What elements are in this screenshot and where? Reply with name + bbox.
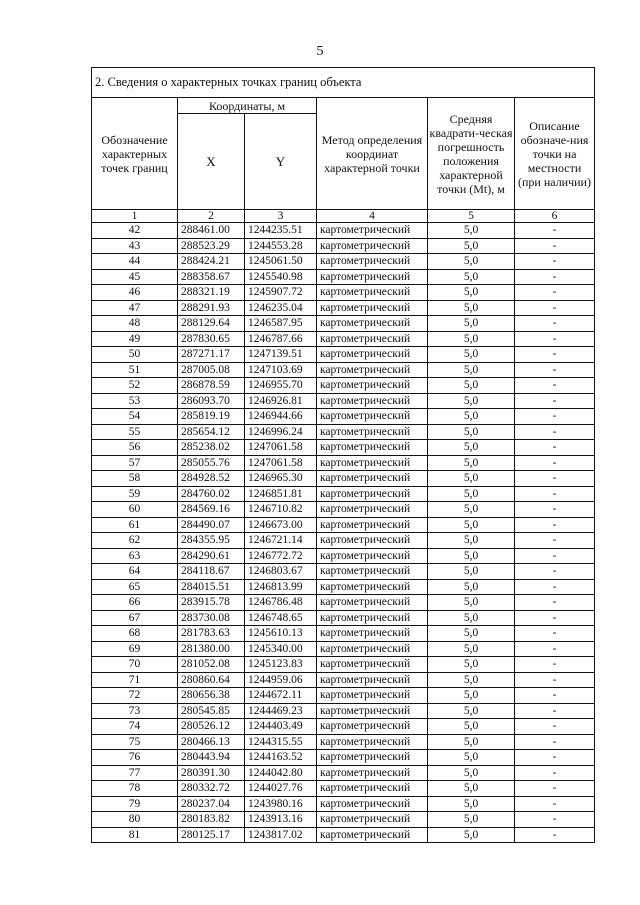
cell-point-number: 54 <box>92 409 178 425</box>
cell-point-number: 81 <box>92 827 178 843</box>
cell-error: 5,0 <box>428 610 515 626</box>
cell-y-coordinate: 1246926.81 <box>245 393 317 409</box>
section-title: 2. Сведения о характерных точках границ объекта <box>92 68 595 98</box>
cell-point-number: 46 <box>92 285 178 301</box>
cell-error: 5,0 <box>428 517 515 533</box>
cell-method: картометрический <box>317 579 428 595</box>
cell-point-number: 55 <box>92 424 178 440</box>
table-row <box>92 641 595 657</box>
cell-x-coordinate: 286878.59 <box>178 378 245 394</box>
cell-error: 5,0 <box>428 409 515 425</box>
cell-y-coordinate: 1246787.66 <box>245 331 317 347</box>
table-row <box>92 316 595 332</box>
cell-point-number: 74 <box>92 719 178 735</box>
cell-error: 5,0 <box>428 347 515 363</box>
cell-description: - <box>515 610 595 626</box>
cell-point-number: 62 <box>92 533 178 549</box>
cell-method: картометрический <box>317 750 428 766</box>
cell-description: - <box>515 796 595 812</box>
cell-error: 5,0 <box>428 502 515 518</box>
cell-description: - <box>515 502 595 518</box>
table-row <box>92 812 595 828</box>
cell-point-number: 57 <box>92 455 178 471</box>
cell-x-coordinate: 285238.02 <box>178 440 245 456</box>
cell-error: 5,0 <box>428 548 515 564</box>
cell-y-coordinate: 1246803.67 <box>245 564 317 580</box>
cell-point-number: 78 <box>92 781 178 797</box>
table-row <box>92 331 595 347</box>
cell-y-coordinate: 1246851.81 <box>245 486 317 502</box>
cell-method: картометрический <box>317 409 428 425</box>
table-row <box>92 269 595 285</box>
cell-x-coordinate: 280466.13 <box>178 734 245 750</box>
cell-x-coordinate: 288358.67 <box>178 269 245 285</box>
cell-x-coordinate: 287271.17 <box>178 347 245 363</box>
table-row <box>92 300 595 316</box>
cell-error: 5,0 <box>428 424 515 440</box>
cell-error: 5,0 <box>428 579 515 595</box>
cell-x-coordinate: 281052.08 <box>178 657 245 673</box>
cell-method: картометрический <box>317 765 428 781</box>
cell-method: картометрический <box>317 254 428 270</box>
cell-error: 5,0 <box>428 440 515 456</box>
table-row <box>92 424 595 440</box>
table-row <box>92 455 595 471</box>
cell-error: 5,0 <box>428 455 515 471</box>
cell-point-number: 53 <box>92 393 178 409</box>
cell-x-coordinate: 280526.12 <box>178 719 245 735</box>
cell-description: - <box>515 254 595 270</box>
table-row <box>92 734 595 750</box>
header-method: Метод определения координат характерной точки <box>317 98 428 210</box>
cell-description: - <box>515 827 595 843</box>
table-row <box>92 393 595 409</box>
cell-x-coordinate: 285819.19 <box>178 409 245 425</box>
cell-point-number: 76 <box>92 750 178 766</box>
table-row <box>92 471 595 487</box>
cell-point-number: 52 <box>92 378 178 394</box>
cell-x-coordinate: 281783.63 <box>178 626 245 642</box>
cell-y-coordinate: 1244315.55 <box>245 734 317 750</box>
cell-method: картометрический <box>317 238 428 254</box>
cell-error: 5,0 <box>428 765 515 781</box>
cell-point-number: 80 <box>92 812 178 828</box>
cell-y-coordinate: 1246944.66 <box>245 409 317 425</box>
cell-description: - <box>515 672 595 688</box>
cell-y-coordinate: 1246710.82 <box>245 502 317 518</box>
cell-description: - <box>515 300 595 316</box>
cell-x-coordinate: 287005.08 <box>178 362 245 378</box>
cell-description: - <box>515 285 595 301</box>
column-number: 4 <box>317 210 428 223</box>
cell-y-coordinate: 1244469.23 <box>245 703 317 719</box>
cell-error: 5,0 <box>428 750 515 766</box>
cell-x-coordinate: 285055.76 <box>178 455 245 471</box>
cell-method: картометрический <box>317 703 428 719</box>
cell-description: - <box>515 238 595 254</box>
cell-description: - <box>515 517 595 533</box>
cell-method: картометрический <box>317 641 428 657</box>
cell-method: картометрический <box>317 300 428 316</box>
cell-x-coordinate: 280125.17 <box>178 827 245 843</box>
cell-y-coordinate: 1244027.76 <box>245 781 317 797</box>
boundary-points-table <box>91 67 595 843</box>
cell-method: картометрический <box>317 486 428 502</box>
cell-x-coordinate: 283915.78 <box>178 595 245 611</box>
cell-method: картометрический <box>317 285 428 301</box>
cell-error: 5,0 <box>428 378 515 394</box>
cell-point-number: 69 <box>92 641 178 657</box>
cell-error: 5,0 <box>428 300 515 316</box>
cell-point-number: 75 <box>92 734 178 750</box>
cell-point-number: 77 <box>92 765 178 781</box>
table-row <box>92 347 595 363</box>
cell-error: 5,0 <box>428 316 515 332</box>
cell-error: 5,0 <box>428 812 515 828</box>
cell-error: 5,0 <box>428 595 515 611</box>
table-row <box>92 765 595 781</box>
cell-method: картометрический <box>317 688 428 704</box>
cell-description: - <box>515 393 595 409</box>
header-description: Описание обозначе-ния точки на местности (при наличии) <box>515 98 595 210</box>
cell-x-coordinate: 288523.29 <box>178 238 245 254</box>
cell-error: 5,0 <box>428 657 515 673</box>
cell-point-number: 50 <box>92 347 178 363</box>
table-row <box>92 672 595 688</box>
cell-error: 5,0 <box>428 331 515 347</box>
cell-x-coordinate: 284928.52 <box>178 471 245 487</box>
cell-x-coordinate: 284015.51 <box>178 579 245 595</box>
cell-y-coordinate: 1245907.72 <box>245 285 317 301</box>
header-point-designation: Обозначение характерных точек границ <box>92 98 178 210</box>
cell-description: - <box>515 688 595 704</box>
cell-point-number: 47 <box>92 300 178 316</box>
cell-y-coordinate: 1244959.06 <box>245 672 317 688</box>
table-row <box>92 486 595 502</box>
table-row <box>92 409 595 425</box>
cell-description: - <box>515 331 595 347</box>
cell-point-number: 61 <box>92 517 178 533</box>
cell-method: картометрический <box>317 223 428 239</box>
cell-point-number: 63 <box>92 548 178 564</box>
table-row <box>92 579 595 595</box>
cell-description: - <box>515 641 595 657</box>
cell-x-coordinate: 280860.64 <box>178 672 245 688</box>
cell-x-coordinate: 287830.65 <box>178 331 245 347</box>
cell-point-number: 67 <box>92 610 178 626</box>
cell-description: - <box>515 455 595 471</box>
cell-point-number: 58 <box>92 471 178 487</box>
cell-method: картометрический <box>317 812 428 828</box>
cell-error: 5,0 <box>428 719 515 735</box>
cell-description: - <box>515 765 595 781</box>
cell-y-coordinate: 1246965.30 <box>245 471 317 487</box>
column-number: 5 <box>428 210 515 223</box>
cell-method: картометрический <box>317 347 428 363</box>
cell-point-number: 72 <box>92 688 178 704</box>
table-row <box>92 502 595 518</box>
cell-point-number: 73 <box>92 703 178 719</box>
cell-point-number: 49 <box>92 331 178 347</box>
cell-y-coordinate: 1244403.49 <box>245 719 317 735</box>
cell-error: 5,0 <box>428 393 515 409</box>
cell-x-coordinate: 284118.67 <box>178 564 245 580</box>
cell-y-coordinate: 1245540.98 <box>245 269 317 285</box>
table-row <box>92 238 595 254</box>
cell-error: 5,0 <box>428 269 515 285</box>
page-number: 5 <box>316 44 324 59</box>
cell-point-number: 48 <box>92 316 178 332</box>
cell-method: картометрический <box>317 533 428 549</box>
cell-point-number: 79 <box>92 796 178 812</box>
cell-point-number: 70 <box>92 657 178 673</box>
header-mean-square-error: Средняя квадрати-ческая погрешность положения характерной точки (Mt), м <box>428 98 515 210</box>
cell-y-coordinate: 1246786.48 <box>245 595 317 611</box>
cell-description: - <box>515 812 595 828</box>
table-row <box>92 796 595 812</box>
cell-description: - <box>515 269 595 285</box>
cell-x-coordinate: 288424.21 <box>178 254 245 270</box>
cell-error: 5,0 <box>428 626 515 642</box>
table-row <box>92 223 595 239</box>
cell-y-coordinate: 1246587.95 <box>245 316 317 332</box>
cell-description: - <box>515 781 595 797</box>
table-row <box>92 285 595 301</box>
cell-point-number: 45 <box>92 269 178 285</box>
table-row <box>92 517 595 533</box>
cell-method: картометрический <box>317 471 428 487</box>
table-row <box>92 564 595 580</box>
cell-description: - <box>515 533 595 549</box>
cell-error: 5,0 <box>428 688 515 704</box>
cell-error: 5,0 <box>428 223 515 239</box>
table-row <box>92 827 595 843</box>
cell-method: картометрический <box>317 626 428 642</box>
cell-method: картометрический <box>317 734 428 750</box>
cell-description: - <box>515 548 595 564</box>
cell-x-coordinate: 284569.16 <box>178 502 245 518</box>
cell-error: 5,0 <box>428 796 515 812</box>
cell-error: 5,0 <box>428 486 515 502</box>
cell-method: картометрический <box>317 331 428 347</box>
table-row <box>92 254 595 270</box>
cell-error: 5,0 <box>428 641 515 657</box>
cell-y-coordinate: 1246673.00 <box>245 517 317 533</box>
cell-point-number: 42 <box>92 223 178 239</box>
cell-description: - <box>515 595 595 611</box>
cell-description: - <box>515 424 595 440</box>
cell-description: - <box>515 347 595 363</box>
table-header <box>92 68 595 223</box>
cell-x-coordinate: 280237.04 <box>178 796 245 812</box>
table-row <box>92 703 595 719</box>
cell-description: - <box>515 471 595 487</box>
cell-x-coordinate: 288129.64 <box>178 316 245 332</box>
cell-method: картометрический <box>317 548 428 564</box>
cell-error: 5,0 <box>428 238 515 254</box>
cell-y-coordinate: 1243817.02 <box>245 827 317 843</box>
cell-method: картометрический <box>317 378 428 394</box>
cell-x-coordinate: 280183.82 <box>178 812 245 828</box>
cell-error: 5,0 <box>428 827 515 843</box>
table-row <box>92 378 595 394</box>
cell-method: картометрический <box>317 672 428 688</box>
cell-point-number: 71 <box>92 672 178 688</box>
cell-y-coordinate: 1245610.13 <box>245 626 317 642</box>
cell-x-coordinate: 284490.07 <box>178 517 245 533</box>
cell-method: картометрический <box>317 781 428 797</box>
cell-error: 5,0 <box>428 362 515 378</box>
cell-method: картометрический <box>317 440 428 456</box>
cell-y-coordinate: 1244163.52 <box>245 750 317 766</box>
table-row <box>92 440 595 456</box>
column-number: 1 <box>92 210 178 223</box>
cell-y-coordinate: 1246748.65 <box>245 610 317 626</box>
table-row <box>92 626 595 642</box>
cell-y-coordinate: 1246955.70 <box>245 378 317 394</box>
cell-y-coordinate: 1247061.58 <box>245 440 317 456</box>
cell-method: картометрический <box>317 610 428 626</box>
cell-point-number: 44 <box>92 254 178 270</box>
cell-y-coordinate: 1247103.69 <box>245 362 317 378</box>
cell-x-coordinate: 286093.70 <box>178 393 245 409</box>
cell-method: картометрический <box>317 455 428 471</box>
cell-y-coordinate: 1244042.80 <box>245 765 317 781</box>
table-row <box>92 610 595 626</box>
cell-y-coordinate: 1245123.83 <box>245 657 317 673</box>
cell-x-coordinate: 283730.08 <box>178 610 245 626</box>
cell-y-coordinate: 1246996.24 <box>245 424 317 440</box>
cell-description: - <box>515 378 595 394</box>
cell-y-coordinate: 1247139.51 <box>245 347 317 363</box>
cell-description: - <box>515 564 595 580</box>
column-number: 3 <box>245 210 317 223</box>
cell-y-coordinate: 1246235.04 <box>245 300 317 316</box>
cell-error: 5,0 <box>428 471 515 487</box>
cell-error: 5,0 <box>428 285 515 301</box>
cell-x-coordinate: 280545.85 <box>178 703 245 719</box>
cell-error: 5,0 <box>428 564 515 580</box>
cell-y-coordinate: 1245340.00 <box>245 641 317 657</box>
cell-description: - <box>515 409 595 425</box>
cell-method: картометрический <box>317 316 428 332</box>
header-y: Y <box>245 114 317 210</box>
cell-method: картометрический <box>317 796 428 812</box>
cell-x-coordinate: 280391.30 <box>178 765 245 781</box>
cell-description: - <box>515 703 595 719</box>
cell-point-number: 51 <box>92 362 178 378</box>
cell-error: 5,0 <box>428 533 515 549</box>
cell-method: картометрический <box>317 564 428 580</box>
cell-error: 5,0 <box>428 672 515 688</box>
cell-y-coordinate: 1243913.16 <box>245 812 317 828</box>
cell-point-number: 66 <box>92 595 178 611</box>
cell-description: - <box>515 657 595 673</box>
cell-x-coordinate: 280332.72 <box>178 781 245 797</box>
header-x: X <box>178 114 245 210</box>
cell-x-coordinate: 288291.93 <box>178 300 245 316</box>
cell-x-coordinate: 288321.19 <box>178 285 245 301</box>
cell-y-coordinate: 1246721.14 <box>245 533 317 549</box>
header-coordinates: Координаты, м <box>178 98 317 114</box>
table-row <box>92 781 595 797</box>
cell-method: картометрический <box>317 424 428 440</box>
cell-y-coordinate: 1246813.99 <box>245 579 317 595</box>
cell-y-coordinate: 1243980.16 <box>245 796 317 812</box>
cell-x-coordinate: 285654.12 <box>178 424 245 440</box>
cell-y-coordinate: 1244235.51 <box>245 223 317 239</box>
column-number: 2 <box>178 210 245 223</box>
table-row <box>92 548 595 564</box>
cell-error: 5,0 <box>428 254 515 270</box>
cell-y-coordinate: 1245061.50 <box>245 254 317 270</box>
cell-y-coordinate: 1244672.11 <box>245 688 317 704</box>
cell-y-coordinate: 1246772.72 <box>245 548 317 564</box>
cell-point-number: 60 <box>92 502 178 518</box>
cell-error: 5,0 <box>428 781 515 797</box>
cell-method: картометрический <box>317 393 428 409</box>
cell-point-number: 68 <box>92 626 178 642</box>
cell-point-number: 65 <box>92 579 178 595</box>
cell-point-number: 64 <box>92 564 178 580</box>
cell-point-number: 43 <box>92 238 178 254</box>
cell-x-coordinate: 284355.95 <box>178 533 245 549</box>
cell-point-number: 59 <box>92 486 178 502</box>
cell-x-coordinate: 280443.94 <box>178 750 245 766</box>
cell-method: картометрический <box>317 595 428 611</box>
table-row <box>92 719 595 735</box>
cell-y-coordinate: 1247061.58 <box>245 455 317 471</box>
cell-method: картометрический <box>317 362 428 378</box>
cell-point-number: 56 <box>92 440 178 456</box>
cell-x-coordinate: 284290.61 <box>178 548 245 564</box>
cell-y-coordinate: 1244553.28 <box>245 238 317 254</box>
cell-description: - <box>515 316 595 332</box>
cell-x-coordinate: 288461.00 <box>178 223 245 239</box>
cell-description: - <box>515 579 595 595</box>
column-number-row <box>92 210 595 223</box>
cell-description: - <box>515 362 595 378</box>
column-number: 6 <box>515 210 595 223</box>
table-row <box>92 688 595 704</box>
cell-error: 5,0 <box>428 703 515 719</box>
cell-description: - <box>515 486 595 502</box>
cell-description: - <box>515 440 595 456</box>
cell-x-coordinate: 284760.02 <box>178 486 245 502</box>
cell-method: картометрический <box>317 719 428 735</box>
table-row <box>92 533 595 549</box>
table-body <box>92 223 595 843</box>
table-row <box>92 595 595 611</box>
cell-x-coordinate: 280656.38 <box>178 688 245 704</box>
table-row <box>92 657 595 673</box>
cell-description: - <box>515 626 595 642</box>
table-row <box>92 362 595 378</box>
cell-method: картометрический <box>317 657 428 673</box>
table-row <box>92 750 595 766</box>
cell-description: - <box>515 223 595 239</box>
cell-method: картометрический <box>317 827 428 843</box>
cell-method: картометрический <box>317 517 428 533</box>
cell-error: 5,0 <box>428 734 515 750</box>
cell-x-coordinate: 281380.00 <box>178 641 245 657</box>
cell-description: - <box>515 719 595 735</box>
cell-description: - <box>515 750 595 766</box>
cell-description: - <box>515 734 595 750</box>
cell-method: картометрический <box>317 269 428 285</box>
cell-method: картометрический <box>317 502 428 518</box>
